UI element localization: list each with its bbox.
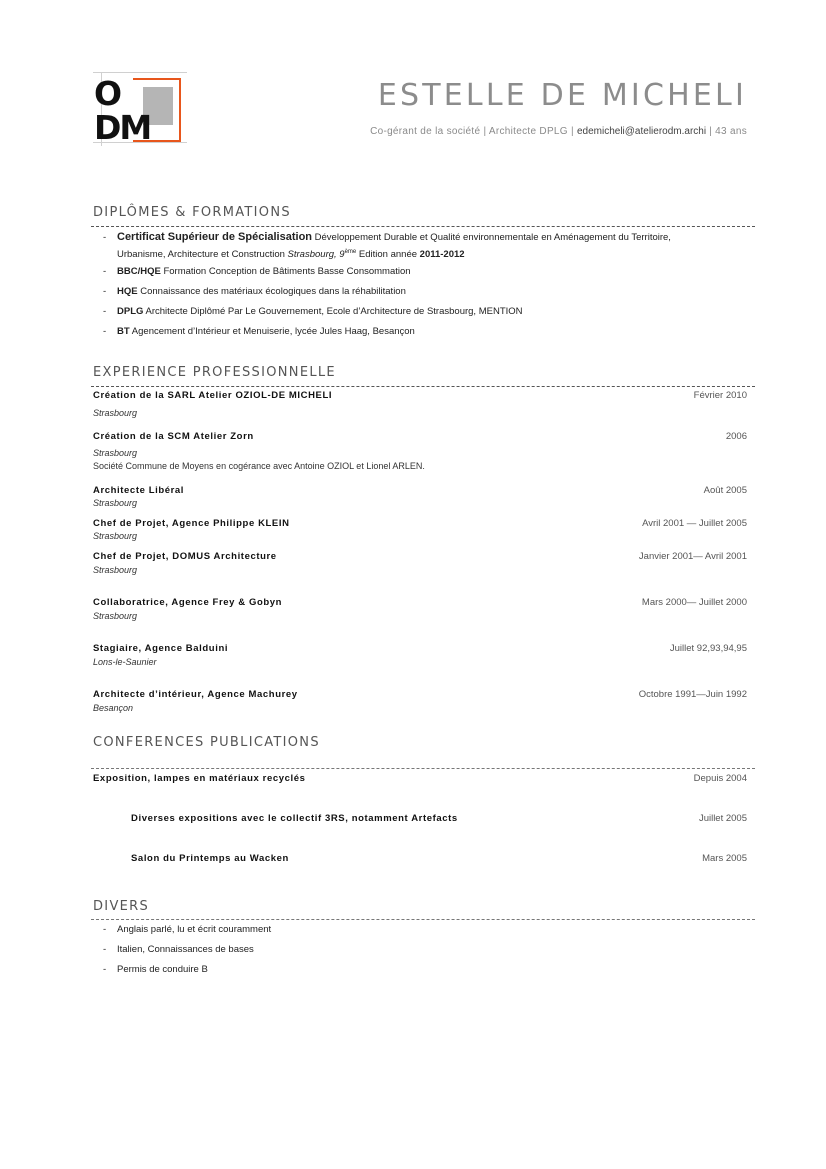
section-title-experience: EXPERIENCE PROFESSIONNELLE xyxy=(93,365,336,380)
section-divider xyxy=(91,768,755,769)
conference-title: Salon du Printemps au Wacken xyxy=(131,853,289,864)
job-title: Création de la SCM Atelier Zorn xyxy=(93,431,254,442)
job-date: Avril 2001 — Juillet 2005 xyxy=(642,518,747,529)
job-place: Strasbourg xyxy=(93,498,138,508)
job-title: Architecte d’intérieur, Agence Machurey xyxy=(93,689,298,700)
job-note: Société Commune de Moyens en cogérance avec Antoine OZIOL et Lionel ARLEN. xyxy=(93,461,425,471)
job-place: Strasbourg xyxy=(93,408,138,418)
job-title: Stagiaire, Agence Balduini xyxy=(93,643,229,654)
section-divider xyxy=(91,919,755,920)
section-divider xyxy=(91,386,755,387)
job-title: Chef de Projet, DOMUS Architecture xyxy=(93,551,277,562)
company-logo xyxy=(93,72,187,146)
conference-date: Juillet 2005 xyxy=(698,813,747,824)
conference-date: Mars 2005 xyxy=(702,853,747,864)
email-link[interactable]: edemicheli@atelierodm.archi xyxy=(576,126,707,137)
job-place: Strasbourg xyxy=(93,611,138,621)
header-subtitle: Co-gérant de la société | Architecte DPLG | edemicheli@atelierodm.archi | 43 ans xyxy=(370,126,747,137)
job-date: Août 2005 xyxy=(703,485,747,496)
job-date: Février 2010 xyxy=(693,390,747,401)
job-date: Janvier 2001— Avril 2001 xyxy=(638,551,747,562)
person-name: ESTELLE DE MICHELI xyxy=(377,78,747,113)
section-title-diplomes: DIPLÔMES & FORMATIONS xyxy=(93,205,291,220)
age: 43 ans xyxy=(715,126,747,137)
conference-date: Depuis 2004 xyxy=(693,773,747,784)
section-divider xyxy=(91,226,755,227)
section-title-conferences: CONFERENCES PUBLICATIONS xyxy=(93,735,320,750)
job-place: Strasbourg xyxy=(93,565,138,575)
job-place: Strasbourg xyxy=(93,531,138,541)
job-title: Chef de Projet, Agence Philippe KLEIN xyxy=(93,518,290,529)
job-date: 2006 xyxy=(725,431,747,442)
job-date: Juillet 92,93,94,95 xyxy=(669,643,747,654)
job-place: Besançon xyxy=(93,703,134,713)
job-date: Octobre 1991—Juin 1992 xyxy=(638,689,747,700)
logo-letters-dm: DM xyxy=(94,108,151,147)
conference-title: Exposition, lampes en matériaux recyclés xyxy=(93,773,306,784)
job-title: Création de la SARL Atelier OZIOL-DE MICHELI xyxy=(93,390,333,401)
job-title: Architecte Libéral xyxy=(93,485,185,496)
logo-letter-o: O xyxy=(94,74,122,113)
section-title-divers: DIVERS xyxy=(93,899,150,914)
conference-title: Diverses expositions avec le collectif 3RS, notamment Artefacts xyxy=(131,813,458,824)
job-place: Strasbourg xyxy=(93,448,138,458)
profession: Architecte DPLG xyxy=(488,126,568,137)
job-date: Mars 2000— Juillet 2000 xyxy=(641,597,747,608)
job-title: Collaboratrice, Agence Frey & Gobyn xyxy=(93,597,283,608)
role: Co-gérant de la société xyxy=(370,126,481,137)
job-place: Lons-le-Saunier xyxy=(93,657,157,667)
